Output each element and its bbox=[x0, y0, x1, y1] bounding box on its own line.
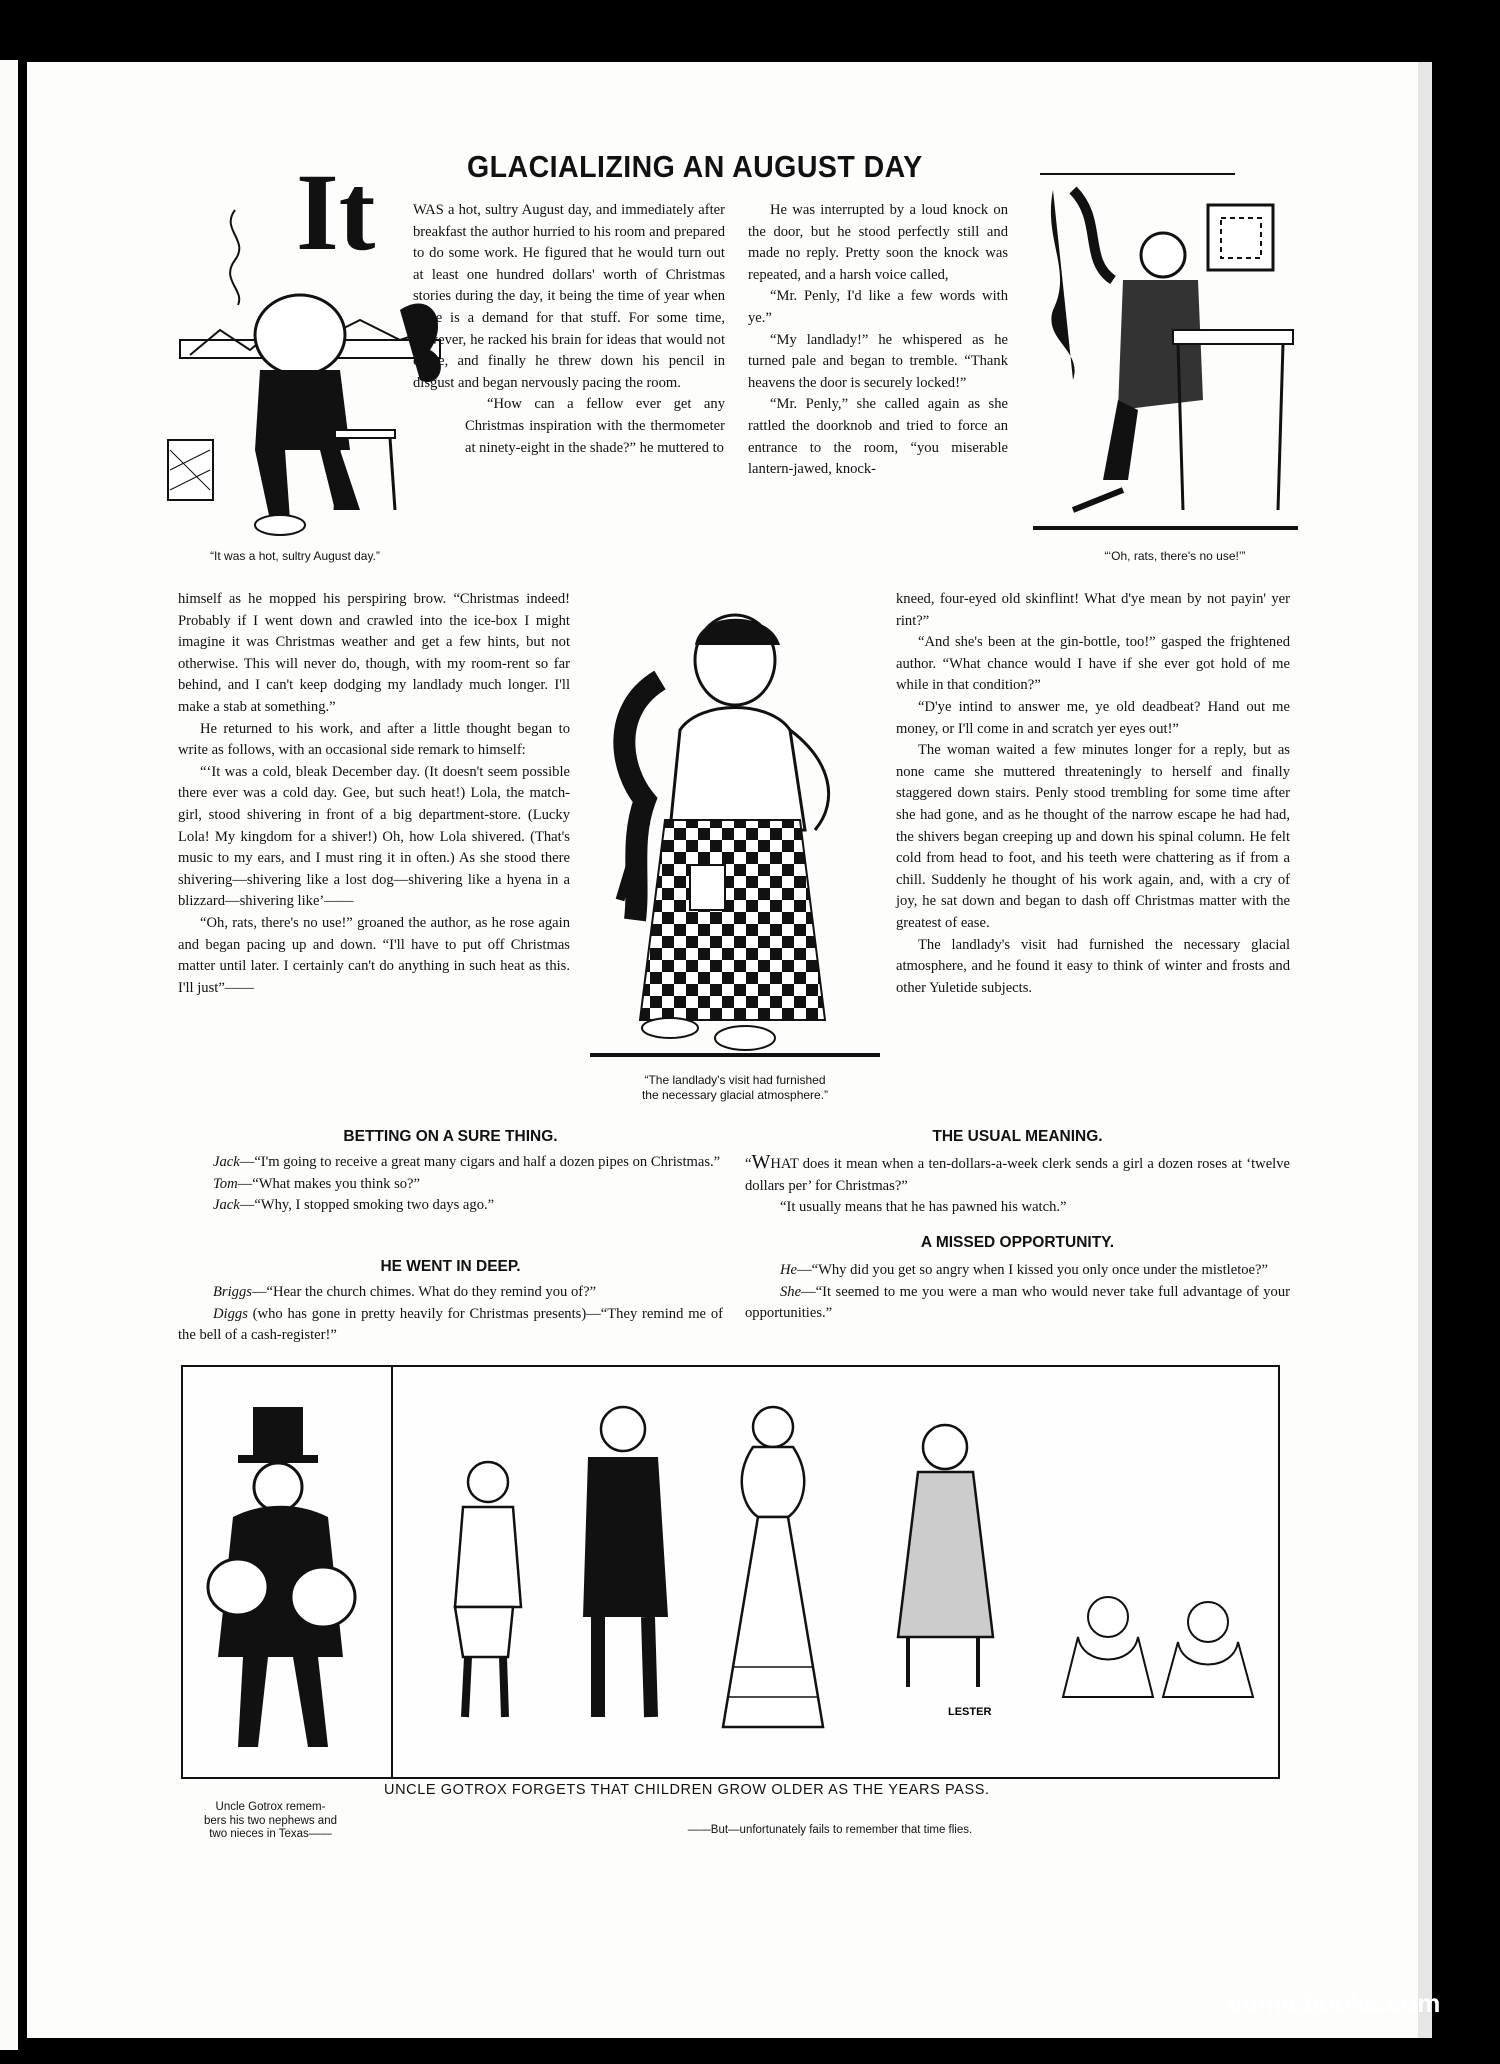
joke-usual-initial: W bbox=[751, 1151, 771, 1173]
landlady-illustration bbox=[590, 600, 880, 1060]
cartoonist-signature: LESTER bbox=[948, 1706, 992, 1718]
lower-right-paragraph-1: kneed, four-eyed old skinflint! What d'ye mean by not payin' yer rint?” bbox=[896, 591, 1290, 629]
author-writing-illustration bbox=[1033, 180, 1298, 532]
caption-center-line-1: “The landlady's visit had furnished bbox=[644, 1073, 826, 1087]
col2-paragraph-4: “Mr. Penly,” she called again as she rattled the doorknob and tried to force an entrance to the room, “you miserable lantern-jawed, knock- bbox=[748, 396, 1008, 478]
lower-right-paragraph-3: “D'ye intind to answer me, ye old deadbeat? Hand out me money, or I'll come in and scratch yer eyes out!” bbox=[896, 698, 1290, 737]
joke-line: —“Why, I stopped smoking two days ago.” bbox=[239, 1197, 495, 1213]
joke-usual-answer: “It usually means that he has pawned his watch.” bbox=[780, 1199, 1067, 1215]
lower-right-paragraph-4: The woman waited a few minutes longer for a reply, but as none came she muttered threateningly to herself and finally staggered down stairs. Penly stood trembling for some time after she had gone, and as he thought of the narrow escape he had had, the shivers began creeping up and down his spinal column. He felt cold from head to foot, and his teeth were chattering as if from a chill. Suddenly he thought of his work again, and, with a cry of joy, he sat down and began to dash off Christmas matter with the greatest of ease. bbox=[896, 742, 1290, 931]
article-column-lower-left bbox=[178, 589, 570, 999]
joke-heading-betting: BETTING ON A SURE THING. bbox=[343, 1128, 558, 1145]
article-title: GLACIALIZING AN AUGUST DAY bbox=[467, 149, 923, 184]
lower-left-paragraph-4: “Oh, rats, there's no use!” groaned the author, as he rose again and began pacing up and down. “I'll have to put off Christmas matter until later. I certainly can't do anything in such heat as this. I'll just”—— bbox=[178, 914, 570, 996]
joke-usual: “WHAT does it mean when a ten-dollars-a-week clerk sends a girl a dozen roses at ‘twelve dollars per’ for Christmas?” “It usually means that he has pawned his watch.” bbox=[745, 1152, 1290, 1219]
col2-paragraph-3: “My landlady!” he whispered as he turned pale and began to tremble. “Thank heavens the door is securely locked!” bbox=[748, 331, 1008, 391]
caption-right: “‘Oh, rats, there's no use!’” bbox=[1104, 549, 1246, 563]
lower-right-paragraph-5: The landlady's visit had furnished the necessary glacial atmosphere, and he found it easy to think of winter and frosts and other Yuletide subjects. bbox=[896, 936, 1290, 996]
cartoon-banner: UNCLE GOTROX FORGETS THAT CHILDREN GROW OLDER AS THE YEARS PASS. bbox=[384, 1782, 990, 1798]
joke-line: —“Hear the church chimes. What do they remind you of?” bbox=[251, 1284, 597, 1300]
joke-betting bbox=[178, 1152, 723, 1217]
joke-heading-deep: HE WENT IN DEEP. bbox=[380, 1258, 521, 1275]
col2-paragraph-2: “Mr. Penly, I'd like a few words with ye.” bbox=[748, 288, 1008, 326]
lower-left-paragraph-3: “‘It was a cold, bleak December day. (It doesn't seem possible there ever was a cold day. Gee, but such heat!) Lola, the match-girl, stood shivering in front of a big department-store. (Lucky Lola! My kingdom for a shiver!) Oh, how Lola shivered. (That's music to my ears, and I must ring it in often.) As she stood there shivering—shivering like a lost dog—shivering like a hyena in a blizzard—shivering like’—— bbox=[178, 763, 570, 910]
page-edge-shadow bbox=[1418, 62, 1432, 2038]
speaker-she: She bbox=[780, 1283, 802, 1300]
joke-line: —“I'm going to receive a great many cigars and half a dozen pipes on Christmas.” bbox=[239, 1154, 721, 1170]
cartoon-panel-uncle bbox=[181, 1365, 395, 1779]
speaker-diggs: Diggs bbox=[213, 1305, 248, 1322]
joke-deep bbox=[178, 1282, 723, 1347]
article-column-lower-right bbox=[896, 589, 1290, 999]
caption-center-line-2: the necessary glacial atmosphere.” bbox=[641, 1088, 829, 1102]
cartoon-right-caption: ——But—unfortunately fails to remember that time flies. bbox=[687, 1824, 973, 1836]
article-column-2 bbox=[748, 200, 1008, 481]
speaker-tom: Tom bbox=[213, 1175, 238, 1192]
joke-line: —“What makes you think so?” bbox=[237, 1175, 420, 1192]
joke-heading-usual: THE USUAL MEANING. bbox=[932, 1128, 1103, 1145]
cartoon-panel-children bbox=[391, 1365, 1280, 1779]
speaker-briggs: Briggs bbox=[213, 1284, 252, 1300]
col2-paragraph-1: He was interrupted by a loud knock on the door, but he stood perfectly still and made no reply. Pretty soon the knock was repeated, and a harsh voice called, bbox=[748, 202, 1008, 283]
joke-usual-question: HAT does it mean when a ten-dollars-a-week clerk sends a girl a dozen roses at ‘twelve dollars per’ for Christmas?” bbox=[745, 1156, 1290, 1194]
left-caption-line: Uncle Gotrox remem- bbox=[215, 1801, 326, 1813]
joke-heading-missed: A MISSED OPPORTUNITY. bbox=[920, 1234, 1115, 1251]
left-caption-line: two nieces in Texas—— bbox=[209, 1828, 332, 1840]
adjacent-page-edge bbox=[0, 60, 18, 2050]
speaker-jack: Jack bbox=[213, 1154, 240, 1170]
speaker-jack: Jack bbox=[213, 1197, 240, 1213]
col1-paragraph-2: “How can a fellow ever get any Christmas inspiration with the thermometer at ninety-eight in the shade?” he muttered to bbox=[465, 396, 725, 456]
joke-line: —“It seemed to me you were a man who would never take full advantage of your opportunities.” bbox=[745, 1283, 1290, 1321]
site-watermark: comicbooks.com bbox=[1228, 1988, 1441, 2018]
article-column-1 bbox=[405, 200, 725, 459]
joke-line: (who has gone in pretty heavily for Christmas presents)—“They remind me of the bell of a cash-register!” bbox=[178, 1305, 723, 1343]
lower-left-paragraph-1: himself as he mopped his perspiring brow. “Christmas indeed! Probably if I went down and crawled into the ice-box I might imagine it was Christmas weather and get a few hints, but not otherwise. This will never do, though, with my room-rent so far behind, and I can't keep dodging my landlady much longer. I'll make a stab at something.” bbox=[178, 591, 570, 715]
lower-right-paragraph-2: “And she's been at the gin-bottle, too!” gasped the frightened author. “What chance would I have if she ever got hold of me while in that condition?” bbox=[896, 634, 1290, 694]
joke-missed bbox=[745, 1260, 1290, 1325]
title-rule bbox=[1040, 173, 1235, 175]
lower-left-paragraph-2: He returned to his work, and after a little thought began to write as follows, with an occasional side remark to himself: bbox=[178, 720, 570, 759]
joke-line: —“Why did you get so angry when I kissed you only once under the mistletoe?” bbox=[797, 1262, 1268, 1278]
cartoon-left-caption bbox=[163, 1801, 378, 1842]
drop-cap: It bbox=[296, 151, 376, 273]
left-caption-line: bers his two nephews and bbox=[204, 1814, 337, 1827]
speaker-he: He bbox=[780, 1262, 798, 1278]
caption-left: “It was a hot, sultry August day.” bbox=[210, 549, 380, 563]
col1-paragraph-1: WAS a hot, sultry August day, and immediately after breakfast the author hurried to his room and prepared to do some work. He figured that he would turn out at least one hundred dollars' worth of Christmas stories during the day, it being the time of year when there is a demand for that stuff. For some time, however, he racked his brain for ideas that would not come, and finally he threw down his pencil in disgust and began nervously pacing the room. bbox=[413, 202, 725, 391]
caption-center bbox=[590, 1073, 880, 1103]
